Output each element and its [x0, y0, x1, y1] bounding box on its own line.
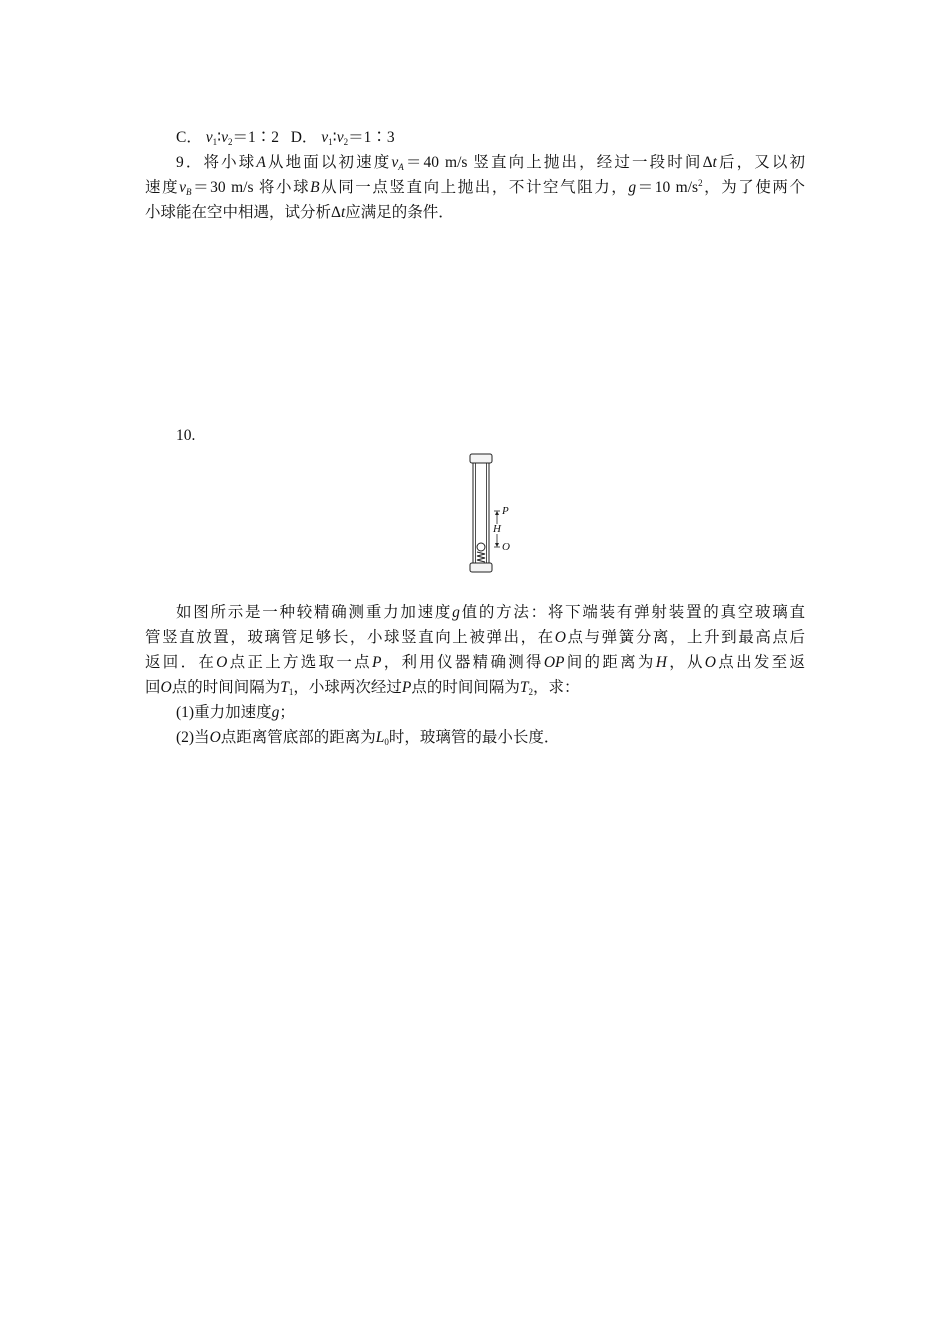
q8-options-line: C． $v_1∶v_2=1∶2$ D． $v_1∶v_2=1∶3$	[176, 129, 395, 147]
option-c-ratio: ＝1∶2	[232, 129, 280, 146]
q9-line-2: 速度$v_B=30$ m/s 将小球B从同一点竖直向上抛出，不计空气阻力，g＝10 $m/s^2$，为了使两个	[145, 178, 805, 197]
q10-line-2: 管竖直放置，玻璃管足够长，小球竖直向上被弹出，在O点与弹簧分离，上升到最高点后	[145, 629, 805, 646]
label-p: P	[502, 505, 509, 517]
option-d-ratio: ＝1∶3	[348, 129, 395, 146]
option-c-letter: C．	[176, 129, 202, 146]
q10-line-4: 回O点的时间间隔为$T_1$，小球两次经过P点的时间间隔为$T_2$，求：	[145, 679, 580, 697]
q10-part-2: (2)当O点距离管底部的距离为$L_0$时，玻璃管的最小长度．	[176, 729, 560, 747]
label-h: H	[493, 523, 501, 535]
q9-line-3: 小球能在空中相遇，试分析Δt应满足的条件．	[145, 204, 454, 221]
option-d-letter: D．	[290, 129, 318, 146]
tube-bottom-cap	[470, 563, 492, 572]
q10-line-3: 返回．在O点正上方选取一点P，利用仪器精确测得OP间的距离为H，从O点出发至返	[145, 654, 805, 671]
q10-line-1: 如图所示是一种较精确测重力加速度g值的方法：将下端装有弹射装置的真空玻璃直	[176, 604, 805, 621]
glass-tube-figure	[462, 452, 522, 576]
q9-line-1: 9．将小球A从地面以初速度$v_A=40$ m/s 竖直向上抛出，经过一段时间Δt后，又以初	[176, 154, 805, 172]
q9-number: 9．	[176, 154, 204, 171]
q10-part-1: (1)重力加速度g；	[176, 704, 295, 721]
ball	[477, 543, 485, 551]
tube-top-cap	[470, 454, 492, 463]
q10-number: 10.	[176, 427, 196, 444]
label-o: O	[502, 541, 510, 553]
